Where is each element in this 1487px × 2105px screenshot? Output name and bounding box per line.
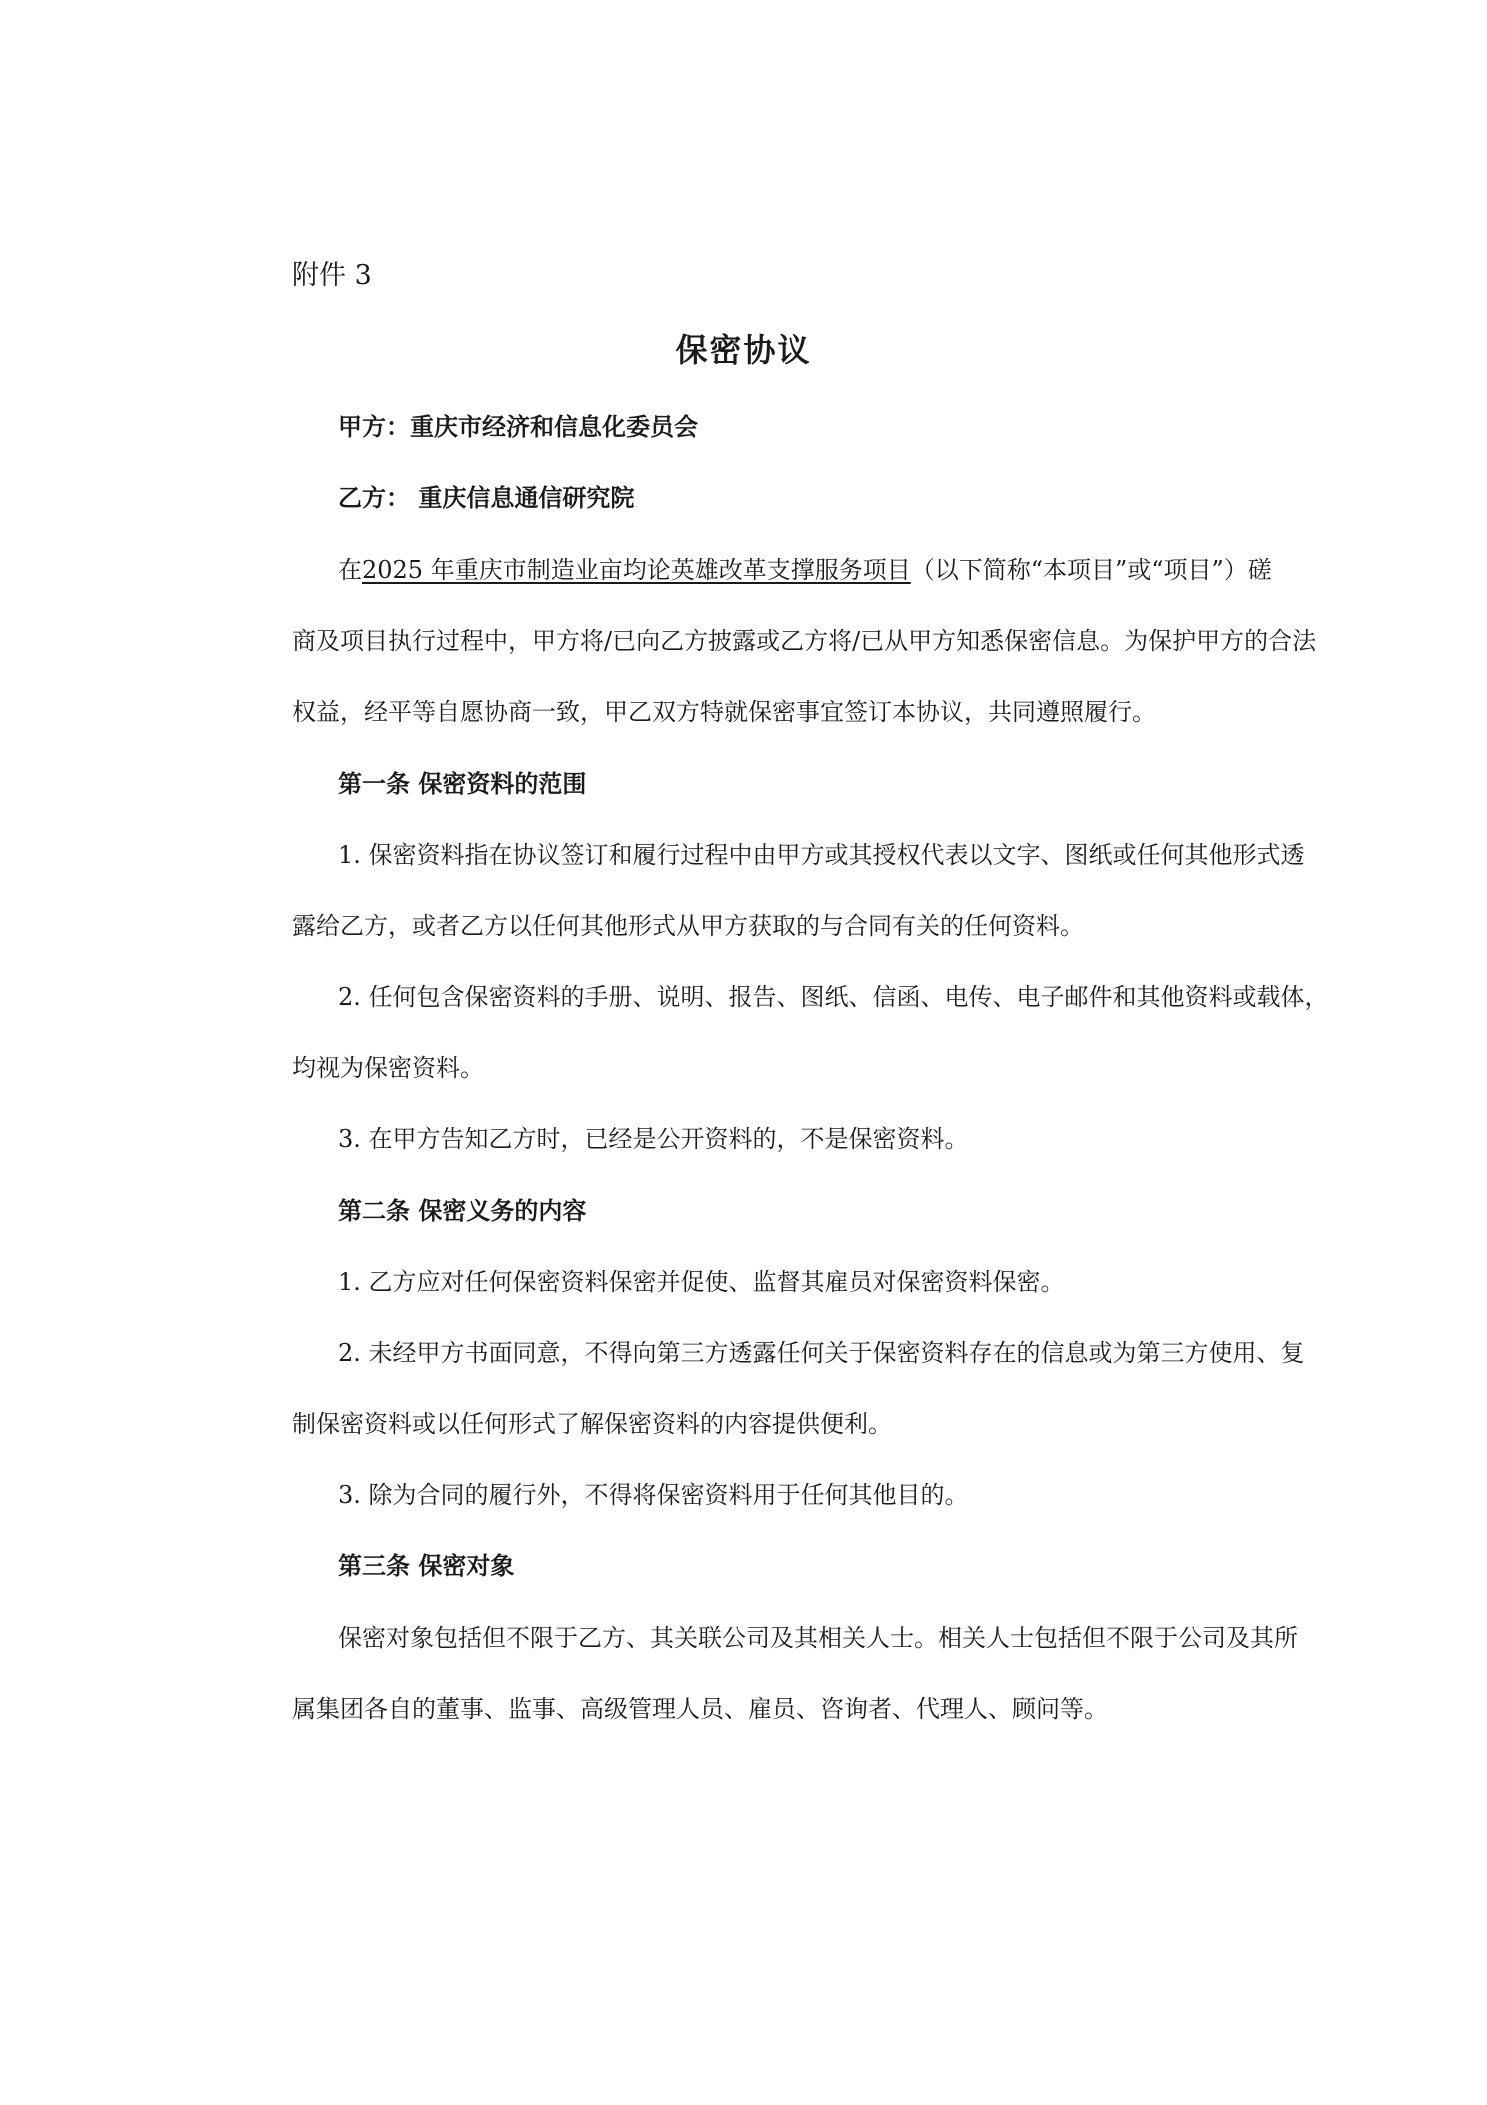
project-name: 2025 年重庆市制造业亩均论英雄改革支撑服务项目 [362, 556, 911, 584]
document-title: 保密协议 [675, 331, 812, 369]
article-3-line-1: 保密对象包括但不限于乙方、其关联公司及其相关人士。相关人士包括但不限于公司及其所 [338, 1624, 1298, 1652]
article-2-heading: 第二条 保密义务的内容 [338, 1196, 587, 1225]
article-1-item-1-line-2: 露给乙方，或者乙方以任何其他形式从甲方获取的与合同有关的任何资料。 [292, 912, 1084, 940]
attachment-label: 附件 3 [292, 260, 372, 291]
intro-line-1-suffix: （以下简称“本项目”或“项目”）磋 [910, 556, 1272, 584]
article-2-item-1: 1. 乙方应对任何保密资料保密并促使、监督其雇员对保密资料保密。 [338, 1268, 1065, 1296]
article-1-item-2-line-1: 2. 任何包含保密资料的手册、说明、报告、图纸、信函、电传、电子邮件和其他资料或载体， [338, 983, 1329, 1011]
article-1-item-2-line-2: 均视为保密资料。 [292, 1054, 484, 1082]
intro-prefix: 在 [338, 556, 362, 584]
article-2-item-2-line-2: 制保密资料或以任何形式了解保密资料的内容提供便利。 [292, 1410, 892, 1438]
article-2-item-3: 3. 除为合同的履行外，不得将保密资料用于任何其他目的。 [338, 1481, 969, 1509]
article-1-heading: 第一条 保密资料的范围 [338, 769, 587, 798]
intro-line-1 [338, 553, 1272, 587]
article-1-item-1-line-1: 1. 保密资料指在协议签订和履行过程中由甲方或其授权代表以文字、图纸或任何其他形式透 [338, 841, 1305, 869]
article-3-line-2: 属集团各自的董事、监事、高级管理人员、雇员、咨询者、代理人、顾问等。 [292, 1695, 1108, 1723]
party-b: 乙方： 重庆信息通信研究院 [338, 483, 635, 512]
intro-line-2: 商及项目执行过程中，甲方将/已向乙方披露或乙方将/已从甲方知悉保密信息。为保护甲方的合法 [292, 627, 1317, 655]
article-2-item-2-line-1: 2. 未经甲方书面同意，不得向第三方透露任何关于保密资料存在的信息或为第三方使用、复 [338, 1339, 1305, 1367]
party-a: 甲方：重庆市经济和信息化委员会 [338, 412, 698, 441]
intro-line-3: 权益，经平等自愿协商一致，甲乙双方特就保密事宜签订本协议，共同遵照履行。 [292, 698, 1156, 726]
article-3-heading: 第三条 保密对象 [338, 1551, 515, 1580]
article-1-item-3: 3. 在甲方告知乙方时，已经是公开资料的，不是保密资料。 [338, 1125, 969, 1153]
